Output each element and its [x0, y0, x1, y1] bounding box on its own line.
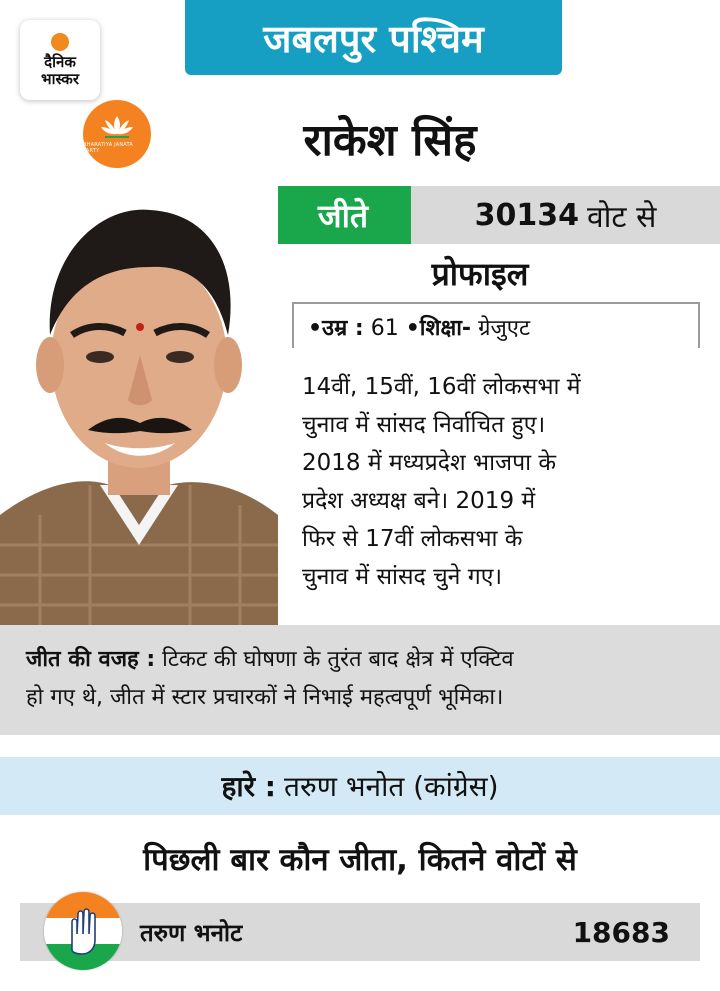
previous-winner-row	[20, 903, 700, 961]
lotus-icon	[99, 114, 135, 140]
previous-winner-name: तरुण भनोट	[140, 918, 243, 947]
lost-name: तरुण भनोत (कांग्रेस)	[284, 770, 499, 803]
profile-line: चुनाव में सांसद निर्वाचित हुए।	[302, 412, 546, 438]
constituency-banner: जबलपुर पश्चिम	[185, 0, 562, 75]
reason-label: जीत की वजह :	[26, 647, 156, 672]
party-caption: BHARATIYA JANATA PARTY	[83, 142, 133, 154]
age-label: •उम्र :	[308, 316, 364, 341]
edu-value: ग्रेजुएट	[478, 316, 531, 341]
dainik-bhaskar-logo	[20, 20, 100, 100]
candidate-photo	[0, 185, 278, 625]
congress-logo	[44, 892, 122, 970]
margin-value: 30134	[474, 197, 579, 233]
age-value: 61	[370, 316, 399, 341]
won-badge: जीते	[275, 186, 411, 244]
lost-label: हारे :	[221, 770, 276, 803]
last-time-title: पिछली बार कौन जीता, कितने वोटों से	[143, 842, 577, 878]
bjp-logo	[83, 100, 151, 168]
previous-winner-votes: 18683	[572, 915, 670, 949]
profile-title: प्रोफाइल	[431, 255, 529, 293]
reason-text-2: हो गए थे, जीत में स्टार प्रचारकों ने निभाई महत्वपूर्ण भूमिका।	[26, 685, 504, 710]
edu-label: •शिक्षा-	[405, 316, 472, 341]
profile-line: प्रदेश अध्यक्ष बने। 2019 में	[302, 488, 536, 514]
reason-text-1: टिकट की घोषणा के तुरंत बाद क्षेत्र में एक्टिव	[162, 647, 514, 672]
lost-candidate	[0, 757, 720, 815]
result-row	[275, 186, 720, 244]
sun-icon	[51, 33, 69, 51]
margin-suffix: वोट से	[586, 199, 657, 235]
profile-line: फिर से 17वीं लोकसभा के	[302, 526, 523, 552]
win-reason	[0, 625, 720, 735]
candidate-name: राकेश सिंह	[303, 115, 477, 166]
logo-text-line2: भास्कर	[41, 69, 79, 88]
reason-line-1	[26, 641, 700, 679]
profile-line: चुनाव में सांसद चुने गए।	[302, 564, 503, 590]
hand-icon	[44, 892, 122, 970]
logo-text-line1: दैनिक	[44, 52, 76, 71]
profile-text	[302, 368, 702, 596]
profile-line: 2018 में मध्यप्रदेश भाजपा के	[302, 450, 557, 476]
age-education	[292, 302, 700, 348]
profile-line: 14वीं, 15वीं, 16वीं लोकसभा में	[302, 374, 581, 400]
margin-box	[411, 186, 720, 244]
